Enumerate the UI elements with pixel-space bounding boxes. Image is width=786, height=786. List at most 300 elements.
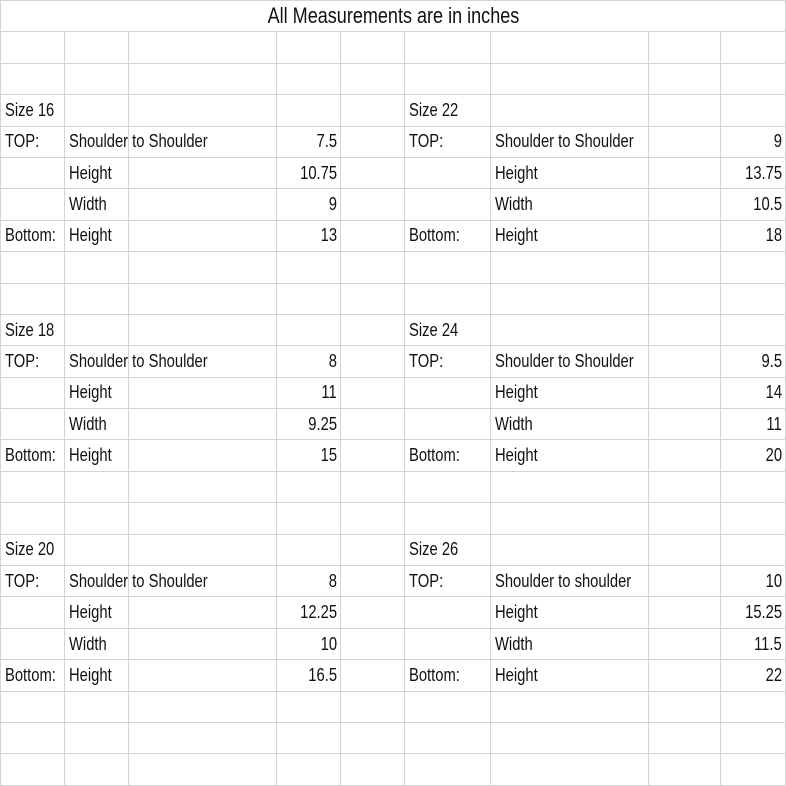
sheet-cell[interactable] [277,314,341,345]
sheet-cell[interactable] [277,126,341,157]
sheet-row [1,471,786,502]
measure-label: Height [69,602,112,623]
measure-value: 20 [765,445,783,466]
sheet-cell[interactable] [129,189,277,220]
sheet-cell[interactable] [649,314,721,345]
sheet-cell[interactable] [405,189,491,220]
sheet-cell[interactable] [277,409,341,440]
sheet-cell[interactable] [341,220,405,251]
sheet-row [1,346,786,377]
sheet-cell[interactable] [649,691,721,722]
sheet-cell[interactable] [65,314,129,345]
sheet-cell[interactable] [491,503,649,534]
sheet-cell[interactable] [65,503,129,534]
sheet-cell[interactable] [129,660,277,691]
sheet-cell[interactable] [341,566,405,597]
size-label: Size 26 [409,539,459,560]
sheet-cell[interactable] [649,377,721,408]
sheet-cell[interactable] [1,377,65,408]
sheet-row [1,566,786,597]
sheet-cell[interactable] [649,628,721,659]
sheet-row [1,534,786,565]
sheet-row [1,1,786,32]
sheet-cell[interactable] [65,566,208,597]
sheet-cell[interactable] [405,409,491,440]
sheet-cell[interactable] [1,95,65,126]
sheet-cell[interactable] [277,628,341,659]
measure-value: 10 [765,570,783,591]
sheet-cell[interactable] [721,628,786,659]
sheet-cell[interactable] [405,252,491,283]
sheet-cell[interactable] [649,95,721,126]
bottom-label: Bottom: [5,225,56,246]
sheet-cell[interactable] [1,471,65,502]
measure-label: Width [69,413,107,434]
sheet-cell[interactable] [277,566,341,597]
sheet-cell[interactable] [1,534,65,565]
sheet-cell[interactable] [65,220,129,251]
sheet-cell[interactable] [649,754,721,785]
measure-label: Height [69,162,112,183]
sheet-cell[interactable] [405,126,491,157]
sheet-cell[interactable] [405,32,491,63]
measure-label: Height [69,382,112,403]
measure-value: 15.25 [745,602,783,623]
sheet-cell[interactable] [341,314,405,345]
sheet-cell[interactable] [491,157,649,188]
sheet-cell[interactable] [1,220,65,251]
sheet-cell[interactable] [405,95,491,126]
sheet-cell[interactable] [405,566,491,597]
sheet-cell[interactable] [341,628,405,659]
sheet-cell[interactable] [65,691,129,722]
sheet-cell[interactable] [65,283,129,314]
top-label: TOP: [5,350,40,371]
sheet-cell[interactable] [721,566,786,597]
sheet-cell[interactable] [405,660,491,691]
sheet-cell[interactable] [129,157,277,188]
sheet-cell[interactable] [277,377,341,408]
sheet-cell[interactable] [341,346,405,377]
sheet-cell[interactable] [491,409,649,440]
measure-label: Height [495,445,538,466]
sheet-cell[interactable] [649,566,721,597]
measure-value: 15 [320,445,337,466]
sheet-cell[interactable] [277,597,341,628]
sheet-cell[interactable] [649,157,721,188]
sheet-cell[interactable] [491,346,649,377]
sheet-cell[interactable] [721,660,786,691]
sheet-cell[interactable] [649,283,721,314]
sheet-cell[interactable] [65,346,208,377]
sheet-cell[interactable] [649,220,721,251]
sheet-cell[interactable] [405,722,491,753]
sheet-cell[interactable] [649,32,721,63]
sheet-cell[interactable] [277,346,341,377]
measure-value: 9.25 [308,413,337,434]
sheet-cell[interactable] [721,157,786,188]
sheet-cell[interactable] [491,754,649,785]
sheet-cell[interactable] [1,503,65,534]
bottom-label: Bottom: [5,445,56,466]
measure-value: 14 [765,382,783,403]
sheet-cell[interactable] [1,283,65,314]
sheet-cell[interactable] [721,32,786,63]
measure-value: 8 [328,350,337,371]
sheet-row [1,32,786,63]
sheet-row [1,503,786,534]
sheet-cell[interactable] [649,346,721,377]
sheet-cell[interactable] [491,440,649,471]
measure-value: 11 [321,382,337,403]
sheet-cell[interactable] [491,566,649,597]
measure-value: 12.25 [300,602,337,623]
sheet-cell[interactable] [721,283,786,314]
sheet-cell[interactable] [405,534,491,565]
sheet-cell[interactable] [341,754,405,785]
sheet-row [1,440,786,471]
size-label: Size 16 [5,99,55,120]
sheet-cell[interactable] [65,126,208,157]
measure-label: Height [495,162,538,183]
sheet-cell[interactable] [341,283,405,314]
sheet-cell[interactable] [1,722,65,753]
sheet-cell[interactable] [405,503,491,534]
measure-label: Shoulder to Shoulder [69,570,208,591]
sheet-row [1,660,786,691]
sheet-cell[interactable] [277,63,341,94]
sheet-row [1,409,786,440]
sheet-cell[interactable] [341,660,405,691]
sheet-cell[interactable] [405,283,491,314]
sheet-cell[interactable] [721,471,786,502]
sheet-cell[interactable] [341,126,405,157]
sheet-cell[interactable] [491,597,649,628]
measure-value: 7.5 [316,131,337,152]
sheet-cell[interactable] [129,220,277,251]
sheet-cell[interactable] [721,346,786,377]
size-label: Size 20 [5,539,55,560]
sheet-cell[interactable] [341,377,405,408]
sheet-cell[interactable] [405,471,491,502]
sheet-cell[interactable] [649,63,721,94]
measure-value: 16.5 [308,664,337,685]
sheet-cell[interactable] [405,157,491,188]
measure-label: Shoulder to shoulder [495,570,632,591]
sheet-cell[interactable] [65,660,129,691]
measure-value: 13 [320,225,337,246]
sheet-cell[interactable] [721,220,786,251]
sheet-cell[interactable] [65,157,129,188]
sheet-cell[interactable] [721,722,786,753]
measure-value: 10.5 [753,194,783,215]
sheet-cell[interactable] [491,32,649,63]
sheet-row [1,252,786,283]
sheet-cell[interactable] [129,409,277,440]
sheet-cell[interactable] [1,660,65,691]
measure-label: Width [69,194,107,215]
sheet-row [1,157,786,188]
sheet-cell[interactable] [721,63,786,94]
measure-value: 11.5 [754,633,783,654]
sheet-cell[interactable] [649,722,721,753]
top-label: TOP: [409,131,444,152]
sheet-cell[interactable] [491,220,649,251]
sheet-cell[interactable] [1,346,65,377]
sheet-cell[interactable] [277,534,341,565]
sheet-cell[interactable] [1,409,65,440]
sheet-cell[interactable] [65,471,129,502]
sheet-cell[interactable] [277,157,341,188]
sheet-cell[interactable] [341,534,405,565]
measure-value: 11 [766,413,783,434]
sheet-cell[interactable] [341,503,405,534]
sheet-row [1,597,786,628]
measure-label: Height [495,225,538,246]
bottom-label: Bottom: [409,225,460,246]
sheet-cell[interactable] [341,95,405,126]
sheet-cell[interactable] [65,722,129,753]
sheet-cell[interactable] [1,314,65,345]
sheet-row [1,628,786,659]
sheet-cell[interactable] [721,440,786,471]
sheet-cell[interactable] [341,189,405,220]
sheet-cell[interactable] [649,252,721,283]
sheet-cell[interactable] [649,126,721,157]
sheet-cell[interactable] [721,95,786,126]
sheet-cell[interactable] [649,660,721,691]
measure-value: 10 [320,633,337,654]
sheet-cell[interactable] [129,32,277,63]
measure-value: 22 [765,664,783,685]
sheet-cell[interactable] [721,409,786,440]
sheet-cell[interactable] [405,377,491,408]
sheet-cell[interactable] [277,660,341,691]
measure-value: 9 [328,194,337,215]
bottom-label: Bottom: [5,664,56,685]
sheet-cell[interactable] [721,252,786,283]
sheet-cell[interactable] [65,252,129,283]
sheet-cell[interactable] [649,471,721,502]
sheet-cell[interactable] [491,126,649,157]
sheet-cell[interactable] [341,32,405,63]
sheet-cell[interactable] [65,409,129,440]
sheet-cell[interactable] [341,157,405,188]
sheet-cell[interactable] [405,346,491,377]
sheet-cell[interactable] [1,189,65,220]
sheet-cell[interactable] [405,220,491,251]
sheet-cell[interactable] [65,32,129,63]
sheet-cell[interactable] [491,691,649,722]
sheet-cell[interactable] [341,252,405,283]
sheet-cell[interactable] [1,691,65,722]
measure-label: Height [69,664,112,685]
sheet-cell[interactable] [129,471,277,502]
measure-label: Shoulder to Shoulder [495,350,634,371]
sheet-cell[interactable] [405,63,491,94]
sheet-cell[interactable] [129,252,277,283]
sheet-cell[interactable] [491,377,649,408]
sheet-cell[interactable] [1,32,65,63]
sheet-cell[interactable] [405,691,491,722]
sheet-cell[interactable] [649,597,721,628]
sheet-cell[interactable] [341,691,405,722]
sheet-cell[interactable] [341,722,405,753]
sheet-cell[interactable] [65,440,129,471]
sheet-cell[interactable] [1,440,65,471]
sheet-cell[interactable] [277,283,341,314]
sheet-cell[interactable] [491,471,649,502]
sheet-cell[interactable] [65,628,129,659]
top-label: TOP: [5,570,40,591]
sheet-cell[interactable] [341,63,405,94]
sheet-cell[interactable] [129,440,277,471]
sheet-cell[interactable] [65,597,129,628]
sheet-cell[interactable] [649,189,721,220]
measure-label: Shoulder to Shoulder [495,131,634,152]
sheet-cell[interactable] [277,754,341,785]
sheet-cell[interactable] [491,722,649,753]
sheet-cell[interactable] [129,283,277,314]
measure-label: Height [69,225,112,246]
sheet-cell[interactable] [277,691,341,722]
sheet-cell[interactable] [1,126,65,157]
measure-label: Width [495,194,533,215]
sheet-cell[interactable] [129,377,277,408]
sheet-cell[interactable] [277,471,341,502]
sheet-cell[interactable] [649,440,721,471]
size-label: Size 18 [5,319,55,340]
sheet-cell[interactable] [277,189,341,220]
sheet-cell[interactable] [721,754,786,785]
sheet-cell[interactable] [491,534,649,565]
sheet-cell[interactable] [65,377,129,408]
sheet-cell[interactable] [649,503,721,534]
sheet-cell[interactable] [277,220,341,251]
title-cell [1,1,786,32]
sheet-cell[interactable] [1,597,65,628]
sheet-cell[interactable] [65,95,129,126]
sheet-cell[interactable] [721,691,786,722]
sheet-cell[interactable] [341,597,405,628]
sheet-cell[interactable] [277,252,341,283]
sheet-cell[interactable] [721,534,786,565]
sheet-cell[interactable] [649,409,721,440]
sheet-cell[interactable] [491,283,649,314]
sheet-cell[interactable] [405,597,491,628]
sheet-cell[interactable] [341,409,405,440]
bottom-label: Bottom: [409,445,460,466]
sheet-row [1,722,786,753]
sheet-row [1,377,786,408]
sheet-cell[interactable] [721,377,786,408]
sheet-cell[interactable] [129,95,277,126]
measure-value: 8 [328,570,337,591]
sheet-cell[interactable] [277,722,341,753]
sheet-cell[interactable] [65,534,129,565]
sheet-cell[interactable] [65,754,129,785]
sheet-cell[interactable] [491,63,649,94]
sheet-cell[interactable] [277,95,341,126]
sheet-cell[interactable] [405,440,491,471]
sheet-cell[interactable] [1,566,65,597]
sheet-row [1,95,786,126]
sheet-cell[interactable] [277,503,341,534]
sheet-cell[interactable] [491,314,649,345]
sheet-cell[interactable] [129,503,277,534]
sheet-cell[interactable] [341,440,405,471]
sheet-cell[interactable] [721,189,786,220]
sheet-cell[interactable] [1,63,65,94]
top-label: TOP: [409,570,444,591]
sheet-row [1,63,786,94]
sheet-cell[interactable] [129,722,277,753]
measure-label: Width [495,413,533,434]
page-title: All Measurements are in inches [267,3,519,29]
measure-label: Height [495,602,538,623]
sheet-cell[interactable] [1,754,65,785]
sheet-cell[interactable] [721,126,786,157]
sheet-cell[interactable] [649,534,721,565]
measure-label: Height [69,445,112,466]
sheet-cell[interactable] [721,314,786,345]
sheet-row [1,754,786,785]
size-label: Size 24 [409,319,459,340]
sheet-cell[interactable] [405,628,491,659]
sheet-cell[interactable] [491,95,649,126]
sheet-cell[interactable] [491,660,649,691]
sheet-cell[interactable] [1,628,65,659]
sheet-cell[interactable] [277,440,341,471]
sheet-cell[interactable] [721,597,786,628]
sheet-cell[interactable] [721,503,786,534]
sheet-cell[interactable] [129,63,277,94]
sheet-cell[interactable] [1,252,65,283]
sheet-cell[interactable] [277,32,341,63]
sheet-cell[interactable] [129,628,277,659]
measure-value: 13.75 [745,162,783,183]
sheet-cell[interactable] [1,157,65,188]
sheet-cell[interactable] [129,754,277,785]
sheet-cell[interactable] [341,471,405,502]
sheet-cell[interactable] [491,252,649,283]
measure-value: 10.75 [300,162,337,183]
measure-label: Height [495,382,538,403]
sheet-row [1,189,786,220]
sheet-cell[interactable] [129,534,277,565]
sheet-cell[interactable] [65,63,129,94]
measure-label: Height [495,664,538,685]
sheet-cell[interactable] [491,628,649,659]
top-label: TOP: [5,131,40,152]
sheet-row [1,220,786,251]
sheet-cell[interactable] [491,189,649,220]
sheet-cell[interactable] [405,754,491,785]
sheet-cell[interactable] [129,314,277,345]
sheet-cell[interactable] [129,691,277,722]
measure-label: Shoulder to Shoulder [69,131,208,152]
sheet-cell[interactable] [405,314,491,345]
sheet-row [1,126,786,157]
sheet-cell[interactable] [129,597,277,628]
measure-label: Width [495,633,533,654]
size-label: Size 22 [409,99,459,120]
measure-label: Width [69,633,107,654]
measure-value: 9 [773,131,783,152]
measure-value: 18 [765,225,783,246]
sheet-row [1,314,786,345]
sheet-cell[interactable] [65,189,129,220]
